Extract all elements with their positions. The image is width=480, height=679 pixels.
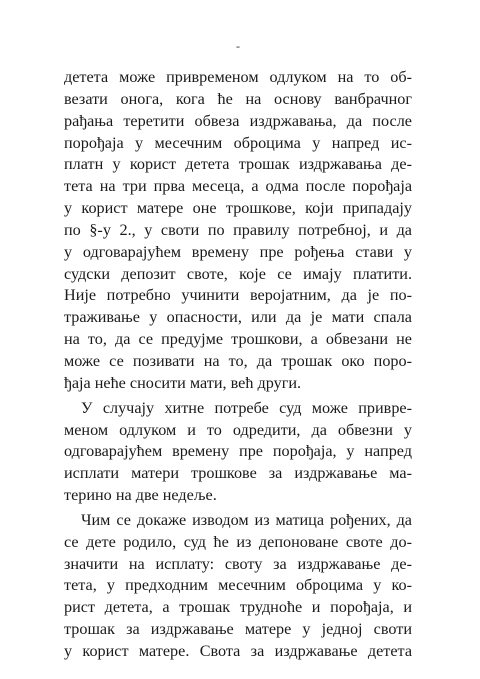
text-line: одговарајућем времену пре порођаја, у напред (64, 442, 412, 461)
text-line: у одговарајућем времену пре рођења стави у (64, 242, 412, 261)
body-text (64, 67, 412, 663)
text-line: у корист матере. Свота за издржавање детета (64, 641, 412, 660)
text-line: платн у корист детета трошак издржавања де- (64, 155, 412, 174)
paragraph-2 (64, 398, 412, 507)
text-line: на то, да се предујме трошкови, а обвезани не (64, 330, 412, 349)
page-header-mark: - (236, 39, 240, 53)
paragraph-1 (64, 67, 412, 395)
text-line: се дете родило, суд ће из депоноване своте до- (64, 532, 412, 551)
text-line: рађања теретити обвеза издржавања, да после (64, 111, 412, 130)
text-line: везати онога, кога ће на основу ванбрачног (64, 89, 412, 108)
text-line: исплати матери трошкове за издржавање ма- (64, 464, 412, 483)
text-line: значити на исплату: своту за издржавање де- (64, 554, 412, 573)
text-line: траживање у опасности, или да је мати спала (64, 308, 412, 327)
text-line: ђаја неће сносити мати, већ други. (64, 373, 302, 392)
text-line: Није потребно учинити вероjатним, да је по- (64, 286, 412, 305)
text-line: рист детета, а трошак трудноће и порођаја, и (64, 598, 412, 617)
text-line: терино на две недеље. (64, 486, 217, 505)
text-line: меном одлуком и то одредити, да обвезни у (64, 420, 412, 439)
text-line: тета, у предходним месечним оброцима у ко- (64, 576, 412, 595)
text-line: трошак за издржавање матере у једној своти (64, 620, 412, 639)
text-line: тета на три прва месеца, а одма после порођаја (64, 177, 412, 196)
paragraph-3 (64, 510, 412, 663)
text-line: по §-у 2., у своти по правилу потребној, и да (64, 220, 412, 239)
text-line: порођаја у месечним оброцима у напред ис- (64, 133, 412, 152)
text-line: судски депозит своте, које се имају платити. (64, 264, 412, 283)
text-line: детета може привременом одлуком на то об- (64, 68, 412, 86)
text-line: може се позивати на то, да трошак око поро- (64, 351, 412, 370)
text-line: у корист матере оне трошкове, који припадају (64, 199, 412, 218)
text-line: Чим се докаже изводом из матица рођених, да (81, 510, 412, 529)
text-line: У случају хитне потребе суд може приврe- (81, 398, 412, 417)
